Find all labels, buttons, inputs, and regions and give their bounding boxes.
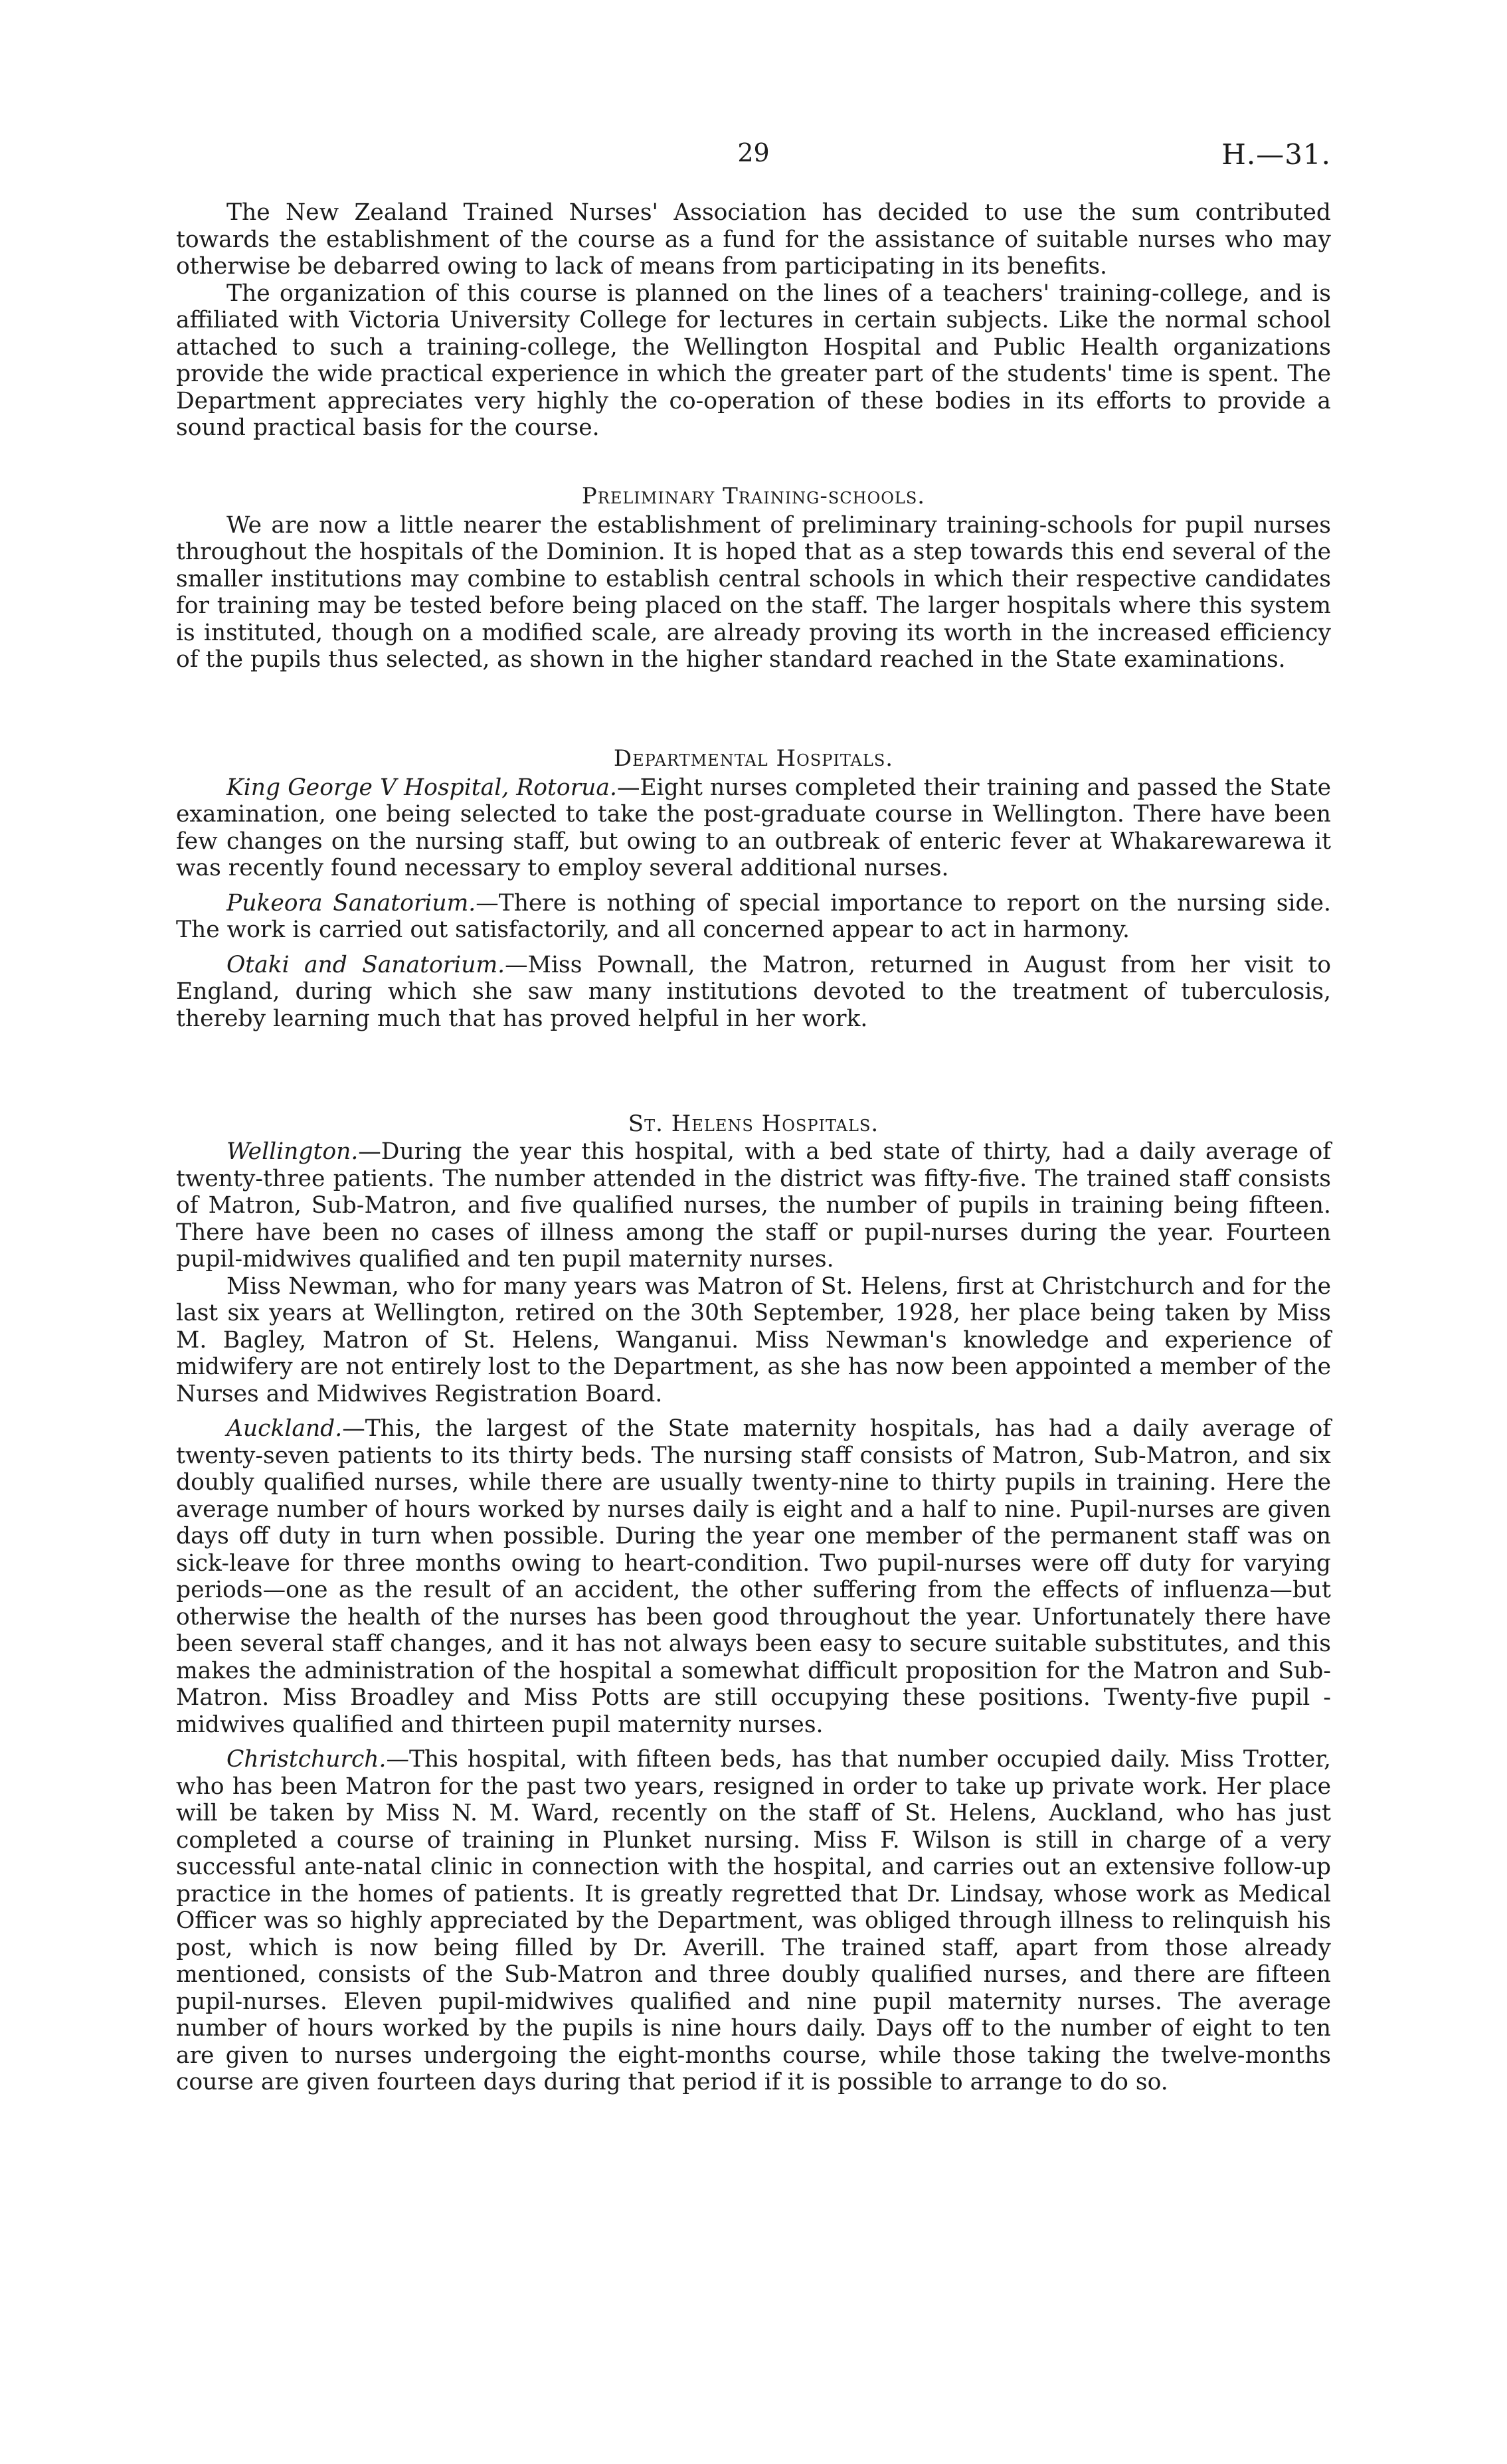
pukeora-text: —There is nothing of special importance to report on the nursing side. The work is carried out satisfactorily, and all concerned appear to act in harmony.	[176, 889, 1331, 943]
auckland-text: —This, the largest of the State maternity hospitals, has had a daily average of twenty-seven patients to its thirty beds. The nursing staff consists of Matron, Sub-Matron, and six doubly qualified nurses, while there are usually twenty-nine to thirty pupils in training. Here the average number of hours worked by nurses daily is eight and a half to nine. Pupil-nurses are given days off duty in turn when possible. During the year one member of the permanent staff was on sick-leave for three months owing to heart-condition. Two pupil-nurses were off duty for varying periods—one as the result of an accident, the other suffering from the effects of influenza—but otherwise the health of the nurses has been good throughout the year. Unfortunately there have been several staff changes, and it has not always been easy to secure suitable substitutes, and this makes the administration of the hospital a somewhat difficult proposition for the Matron and Sub-Matron. Miss Broadley and Miss Potts are still occupying these positions. Twenty-five pupil - midwives qualified and thirteen pupil maternity nurses.	[176, 1415, 1331, 1738]
pukeora-paragraph	[176, 890, 1331, 944]
intro-paragraph-1: The New Zealand Trained Nurses' Association has decided to use the sum contributed towards the establishment of the course as a fund for the assistance of suitable nurses who may otherwise be debarred owing to lack of means from participating in its benefits.	[176, 199, 1331, 280]
otaki-text: —Miss Pownall, the Matron, returned in August from her visit to England, during which she saw many institutions devoted to the treatment of tuberculosis, thereby learning much that has proved helpful in her work.	[176, 951, 1332, 1032]
sthelens-heading: St. Helens Hospitals.	[628, 1110, 879, 1137]
page-header	[176, 138, 1331, 178]
rotorua-lead: King George V Hospital, Rotorua.	[226, 774, 617, 801]
wellington-text: —During the year this hospital, with a bed state of thirty, had a daily average of twenty-three patients. The number attended in the district was fifty-five. The trained staff consists of Matron, Sub-Matron, and five qualified nurses, the number of pupils in training being fifteen. There have been no cases of illness among the staff or pupil-nurses during the year. Fourteen pupil-midwives qualified and ten pupil maternity nurses.	[176, 1138, 1331, 1273]
rotorua-text: —Eight nurses completed their training and passed the State examination, one being selected to take the post-graduate course in Wellington. There have been few changes on the nursing staff, but owing to an outbreak of enteric fever at Whakarewarewa it was recently found necessary to employ several additional nurses.	[176, 774, 1331, 881]
page-number: 29	[737, 138, 770, 167]
rotorua-paragraph	[176, 774, 1331, 882]
pukeora-lead: Pukeora Sanatorium.	[226, 889, 476, 917]
intro-paragraph-2: The organization of this course is planned on the lines of a teachers' training-college, and is affiliated with Victoria University College for lectures in certain subjects. Like the normal school attached to such a training-college, the Wellington Hospital and Public Health organizations provide the wide practical experience in which the greater part of the students' time is spent. The Department appreciates very highly the co-operation of these bodies in its efforts to provide a sound practical basis for the course.	[176, 280, 1331, 441]
wellington-lead: Wellington.	[226, 1138, 359, 1165]
otaki-paragraph	[176, 952, 1331, 1033]
christchurch-lead: Christchurch.	[226, 1746, 387, 1773]
document-reference: H.—31.	[1221, 138, 1331, 171]
page-body	[176, 199, 1331, 2096]
newman-paragraph: Miss Newman, who for many years was Matron of St. Helens, first at Christchurch and for the last six years at Wellington, retired on the 30th September, 1928, her place being taken by Miss M. Bagley, Matron of St. Helens, Wanganui. Miss Newman's knowledge and experience of midwifery are not entirely lost to the Department, as she has now been appointed a member of the Nurses and Midwives Registration Board.	[176, 1273, 1331, 1407]
departmental-heading: Departmental Hospitals.	[613, 745, 894, 772]
auckland-paragraph	[176, 1415, 1331, 1738]
wellington-paragraph	[176, 1138, 1331, 1273]
preliminary-paragraph: We are now a little nearer the establishment of preliminary training-schools for pupil nurses throughout the hospitals of the Dominion. It is hoped that as a step towards this end several of the smaller institutions may combine to establish central schools in which their respective candidates for training may be tested before being placed on the staff. The larger hospitals where this system is instituted, though on a modified scale, are already proving its worth in the increased efficiency of the pupils thus selected, as shown in the higher standard reached in the State examinations.	[176, 511, 1331, 673]
christchurch-text: —This hospital, with fifteen beds, has that number occupied daily. Miss Trotter, who has been Matron for the past two years, resigned in order to take up private work. Her place will be taken by Miss N. M. Ward, recently on the staff of St. Helens, Auckland, who has just completed a course of training in Plunket nursing. Miss F. Wilson is still in charge of a very successful ante-natal clinic in connection with the hospital, and carries out an extensive follow-up practice in the homes of patients. It is greatly regretted that Dr. Lindsay, whose work as Medical Officer was so highly appreciated by the Department, was obliged through illness to relinquish his post, which is now being filled by Dr. Averill. The trained staff, apart from those already mentioned, consists of the Sub-Matron and three doubly qualified nurses, and there are fifteen pupil-nurses. Eleven pupil-midwives qualified and nine pupil maternity nurses. The average number of hours worked by the pupils is nine hours daily. Days off to the number of eight to ten are given to nurses undergoing the eight-months course, while those taking the twelve-months course are given fourteen days during that period if it is possible to arrange to do so.	[176, 1746, 1331, 2095]
otaki-lead: Otaki and Sanatorium.	[226, 951, 505, 978]
christchurch-paragraph	[176, 1746, 1331, 2096]
auckland-lead: Auckland.	[226, 1415, 343, 1442]
preliminary-heading: Preliminary Training-schools.	[581, 482, 926, 509]
